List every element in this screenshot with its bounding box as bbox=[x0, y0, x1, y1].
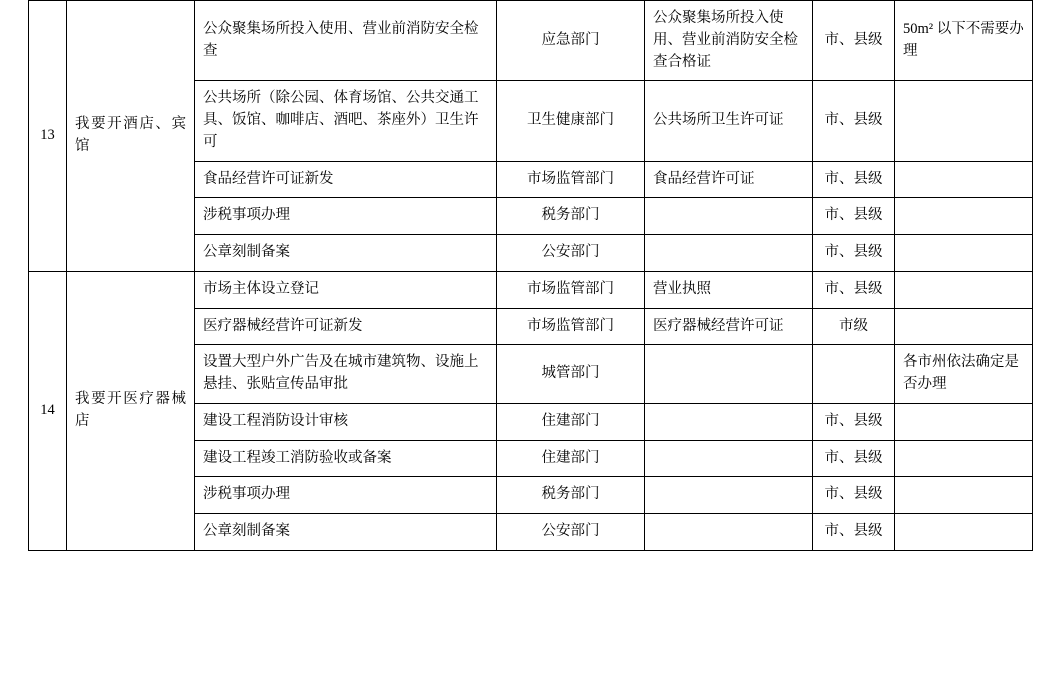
cell-cert bbox=[645, 403, 813, 440]
cell-cert bbox=[645, 198, 813, 235]
cell-level: 市、县级 bbox=[813, 514, 895, 551]
cell-level: 市、县级 bbox=[813, 271, 895, 308]
table-row bbox=[29, 271, 1033, 308]
table-row bbox=[29, 1, 1033, 81]
cell-level: 市、县级 bbox=[813, 198, 895, 235]
cell-cert: 公众聚集场所投入使用、营业前消防安全检查合格证 bbox=[645, 1, 813, 81]
cell-note bbox=[895, 514, 1033, 551]
cell-item: 市场主体设立登记 bbox=[195, 271, 497, 308]
cell-item: 公章刻制备案 bbox=[195, 514, 497, 551]
cell-cert: 医疗器械经营许可证 bbox=[645, 308, 813, 345]
cell-dept: 卫生健康部门 bbox=[497, 81, 645, 161]
service-items-table bbox=[28, 0, 1033, 551]
cell-item: 公众聚集场所投入使用、营业前消防安全检查 bbox=[195, 1, 497, 81]
cell-item: 设置大型户外广告及在城市建筑物、设施上悬挂、张贴宣传品审批 bbox=[195, 345, 497, 404]
cell-level: 市、县级 bbox=[813, 403, 895, 440]
cell-item: 公章刻制备案 bbox=[195, 235, 497, 272]
cell-level: 市、县级 bbox=[813, 161, 895, 198]
cell-item: 公共场所（除公园、体育场馆、公共交通工具、饭馆、咖啡店、酒吧、茶座外）卫生许可 bbox=[195, 81, 497, 161]
cell-dept: 公安部门 bbox=[497, 235, 645, 272]
cell-cert: 营业执照 bbox=[645, 271, 813, 308]
cell-note bbox=[895, 308, 1033, 345]
cell-dept: 税务部门 bbox=[497, 198, 645, 235]
cell-item: 建设工程竣工消防验收或备案 bbox=[195, 440, 497, 477]
cell-dept: 市场监管部门 bbox=[497, 161, 645, 198]
row-scene: 我要开酒店、宾馆 bbox=[67, 1, 195, 272]
row-scene: 我要开医疗器械店 bbox=[67, 271, 195, 550]
cell-note bbox=[895, 440, 1033, 477]
cell-level: 市、县级 bbox=[813, 1, 895, 81]
cell-cert bbox=[645, 477, 813, 514]
cell-cert bbox=[645, 514, 813, 551]
cell-dept: 税务部门 bbox=[497, 477, 645, 514]
cell-level: 市级 bbox=[813, 308, 895, 345]
cell-note bbox=[895, 161, 1033, 198]
cell-note bbox=[895, 81, 1033, 161]
cell-cert bbox=[645, 440, 813, 477]
cell-item: 涉税事项办理 bbox=[195, 198, 497, 235]
row-index: 13 bbox=[29, 1, 67, 272]
cell-cert: 公共场所卫生许可证 bbox=[645, 81, 813, 161]
cell-note bbox=[895, 271, 1033, 308]
cell-note bbox=[895, 235, 1033, 272]
cell-note bbox=[895, 403, 1033, 440]
cell-dept: 住建部门 bbox=[497, 440, 645, 477]
cell-level: 市、县级 bbox=[813, 235, 895, 272]
cell-dept: 住建部门 bbox=[497, 403, 645, 440]
cell-dept: 市场监管部门 bbox=[497, 308, 645, 345]
cell-item: 建设工程消防设计审核 bbox=[195, 403, 497, 440]
cell-note: 各市州依法确定是否办理 bbox=[895, 345, 1033, 404]
cell-dept: 城管部门 bbox=[497, 345, 645, 404]
cell-dept: 市场监管部门 bbox=[497, 271, 645, 308]
cell-dept: 应急部门 bbox=[497, 1, 645, 81]
cell-item: 涉税事项办理 bbox=[195, 477, 497, 514]
cell-cert bbox=[645, 235, 813, 272]
row-index: 14 bbox=[29, 271, 67, 550]
cell-level bbox=[813, 345, 895, 404]
cell-item: 医疗器械经营许可证新发 bbox=[195, 308, 497, 345]
cell-note bbox=[895, 477, 1033, 514]
cell-note bbox=[895, 198, 1033, 235]
cell-cert bbox=[645, 345, 813, 404]
cell-level: 市、县级 bbox=[813, 81, 895, 161]
cell-dept: 公安部门 bbox=[497, 514, 645, 551]
cell-level: 市、县级 bbox=[813, 440, 895, 477]
cell-level: 市、县级 bbox=[813, 477, 895, 514]
cell-item: 食品经营许可证新发 bbox=[195, 161, 497, 198]
cell-note: 50m² 以下不需要办理 bbox=[895, 1, 1033, 81]
cell-cert: 食品经营许可证 bbox=[645, 161, 813, 198]
